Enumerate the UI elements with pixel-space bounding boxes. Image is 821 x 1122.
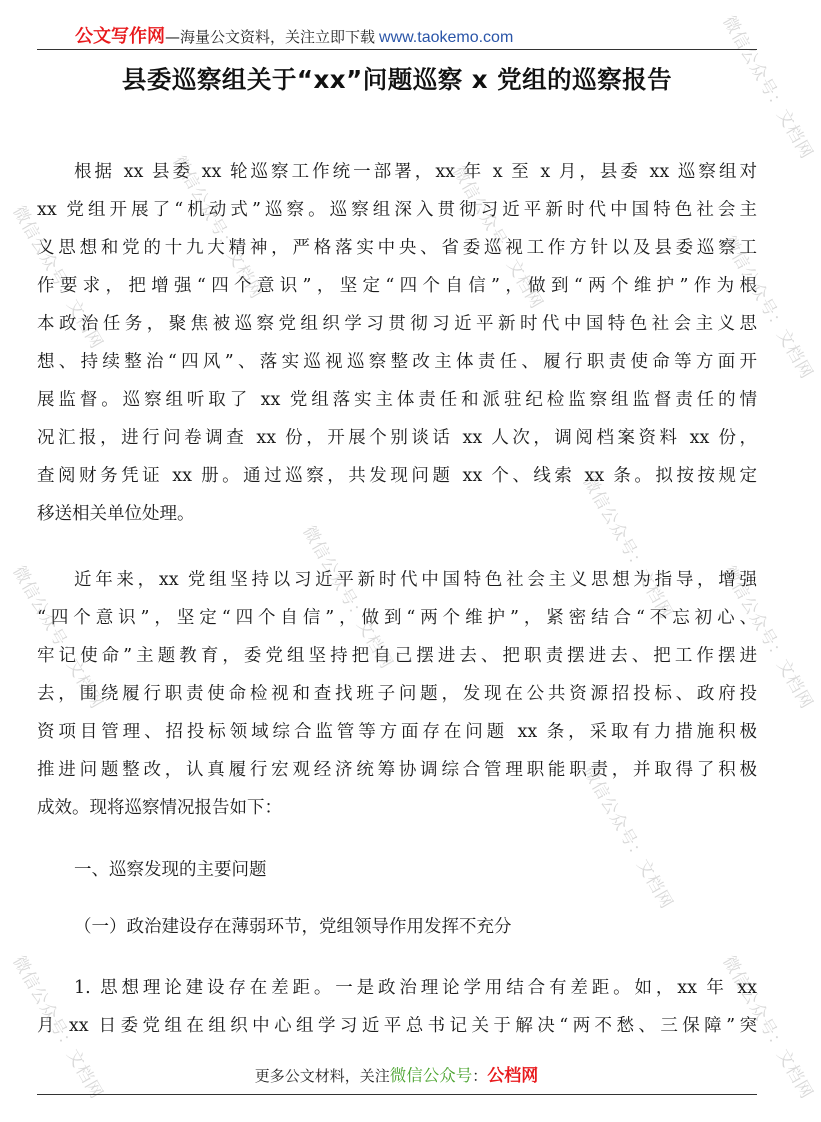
item-1-line: 月 xx 日委党组在组织中心组学习近平总书记关于解决“两不愁、三保障”突 (37, 1016, 757, 1036)
watermark-text: 微信公众号：文档网 (718, 562, 817, 713)
subsection-heading: （一）政治建设存在薄弱环节，党组领导作用发挥不充分 (74, 917, 512, 937)
footer-colon: ： (472, 1067, 488, 1085)
paragraph-2-line: 去，围绕履行职责使命检视和查找班子问题，发现在公共资源招投标、政府投 (37, 684, 757, 704)
header-tagline: —海量公文资料，关注立即下载 (165, 28, 376, 46)
watermark-text: 微信公众号：文档网 (448, 162, 547, 313)
footer-prefix: 更多公文材料，关注 (254, 1067, 390, 1085)
watermark-text: 微信公众号：文档网 (8, 952, 107, 1103)
paragraph-1-line: xx 党组开展了“机动式”巡察。巡察组深入贯彻习近平新时代中国特色社会主 (37, 200, 757, 220)
watermark-text: 微信公众号：文档网 (8, 562, 107, 713)
paragraph-2-line: “四个意识”，坚定“四个自信”，做到“两个维护”，紧密结合“不忘初心、 (37, 608, 757, 628)
paragraph-2-line: 推进问题整改，认真履行宏观经济统筹协调综合管理职能职责，并取得了积极 (37, 760, 757, 780)
footer-bar (0, 1061, 793, 1086)
document-title: 县委巡察组关于“xx”问题巡察 x 党组的巡察报告 (121, 65, 673, 94)
header-divider (37, 49, 757, 50)
paragraph-2-line: 近年来，xx 党组坚持以习近平新时代中国特色社会主义思想为指导，增强 (74, 570, 757, 590)
watermark-text: 微信公众号：文档网 (168, 152, 267, 303)
paragraph-1-line: 查阅财务凭证 xx 册。通过巡察，共发现问题 xx 个、线索 xx 条。拟按按规定 (37, 466, 757, 486)
site-link[interactable]: www.taokemo.com (379, 29, 514, 46)
paragraph-2-line: 牢记使命”主题教育，委党组坚持把自己摆进去、把职责摆进去、把工作摆进 (37, 646, 757, 666)
watermark-text: 微信公众号：文档网 (718, 952, 817, 1103)
paragraph-1-line: 义思想和党的十九大精神，严格落实中央、省委巡视工作方针以及县委巡察工 (37, 238, 757, 258)
watermark-text: 微信公众号：文档网 (578, 762, 677, 913)
brand-name: 公文写作网 (75, 26, 165, 47)
header-bar (75, 22, 513, 48)
footer-wechat-label: 微信公众号 (389, 1066, 473, 1085)
paragraph-2-line: 资项目管理、招投标领域综合监管等方面存在问题 xx 条，采取有力措施积极 (37, 722, 757, 742)
watermark-text: 微信公众号：文档网 (8, 202, 107, 353)
item-1-line: 1. 思想理论建设存在差距。一是政治理论学用结合有差距。如，xx 年 xx (74, 978, 757, 998)
paragraph-2-line: 成效。现将巡察情况报告如下： (37, 798, 282, 818)
paragraph-1-line: 根据 xx 县委 xx 轮巡察工作统一部署，xx 年 x 至 x 月，县委 xx 巡察组对 (74, 162, 757, 182)
paragraph-1-line: 展监督。巡察组听取了 xx 党组落实主体责任和派驻纪检监察组监督责任的情 (37, 390, 757, 410)
paragraph-1-line: 作要求，把增强“四个意识”，坚定“四个自信”，做到“两个维护”作为根 (37, 276, 757, 296)
footer-account-name: 公档网 (487, 1066, 539, 1086)
paragraph-1-line: 况汇报，进行问卷调查 xx 份，开展个别谈话 xx 人次，调阅档案资料 xx 份， (37, 428, 757, 448)
section-heading: 一、巡察发现的主要问题 (74, 860, 267, 880)
watermark-text: 微信公众号：文档网 (718, 12, 817, 163)
watermark (578, 470, 681, 623)
paragraph-1-line: 移送相关单位处理。 (37, 504, 195, 524)
watermark-text: 微信公众号：文档网 (718, 232, 817, 383)
paragraph-1-line: 本政治任务，聚焦被巡察党组织学习贯彻习近平新时代中国特色社会主义思 (37, 314, 757, 334)
watermark-text: 微信公众号：文档网 (578, 472, 677, 623)
footer-divider (37, 1094, 757, 1095)
paragraph-1-line: 想、持续整治“四风”、落实巡视巡察整改主体责任、履行职责使命等方面开 (37, 352, 757, 372)
watermark-text: 微信公众号：文档网 (298, 522, 397, 673)
